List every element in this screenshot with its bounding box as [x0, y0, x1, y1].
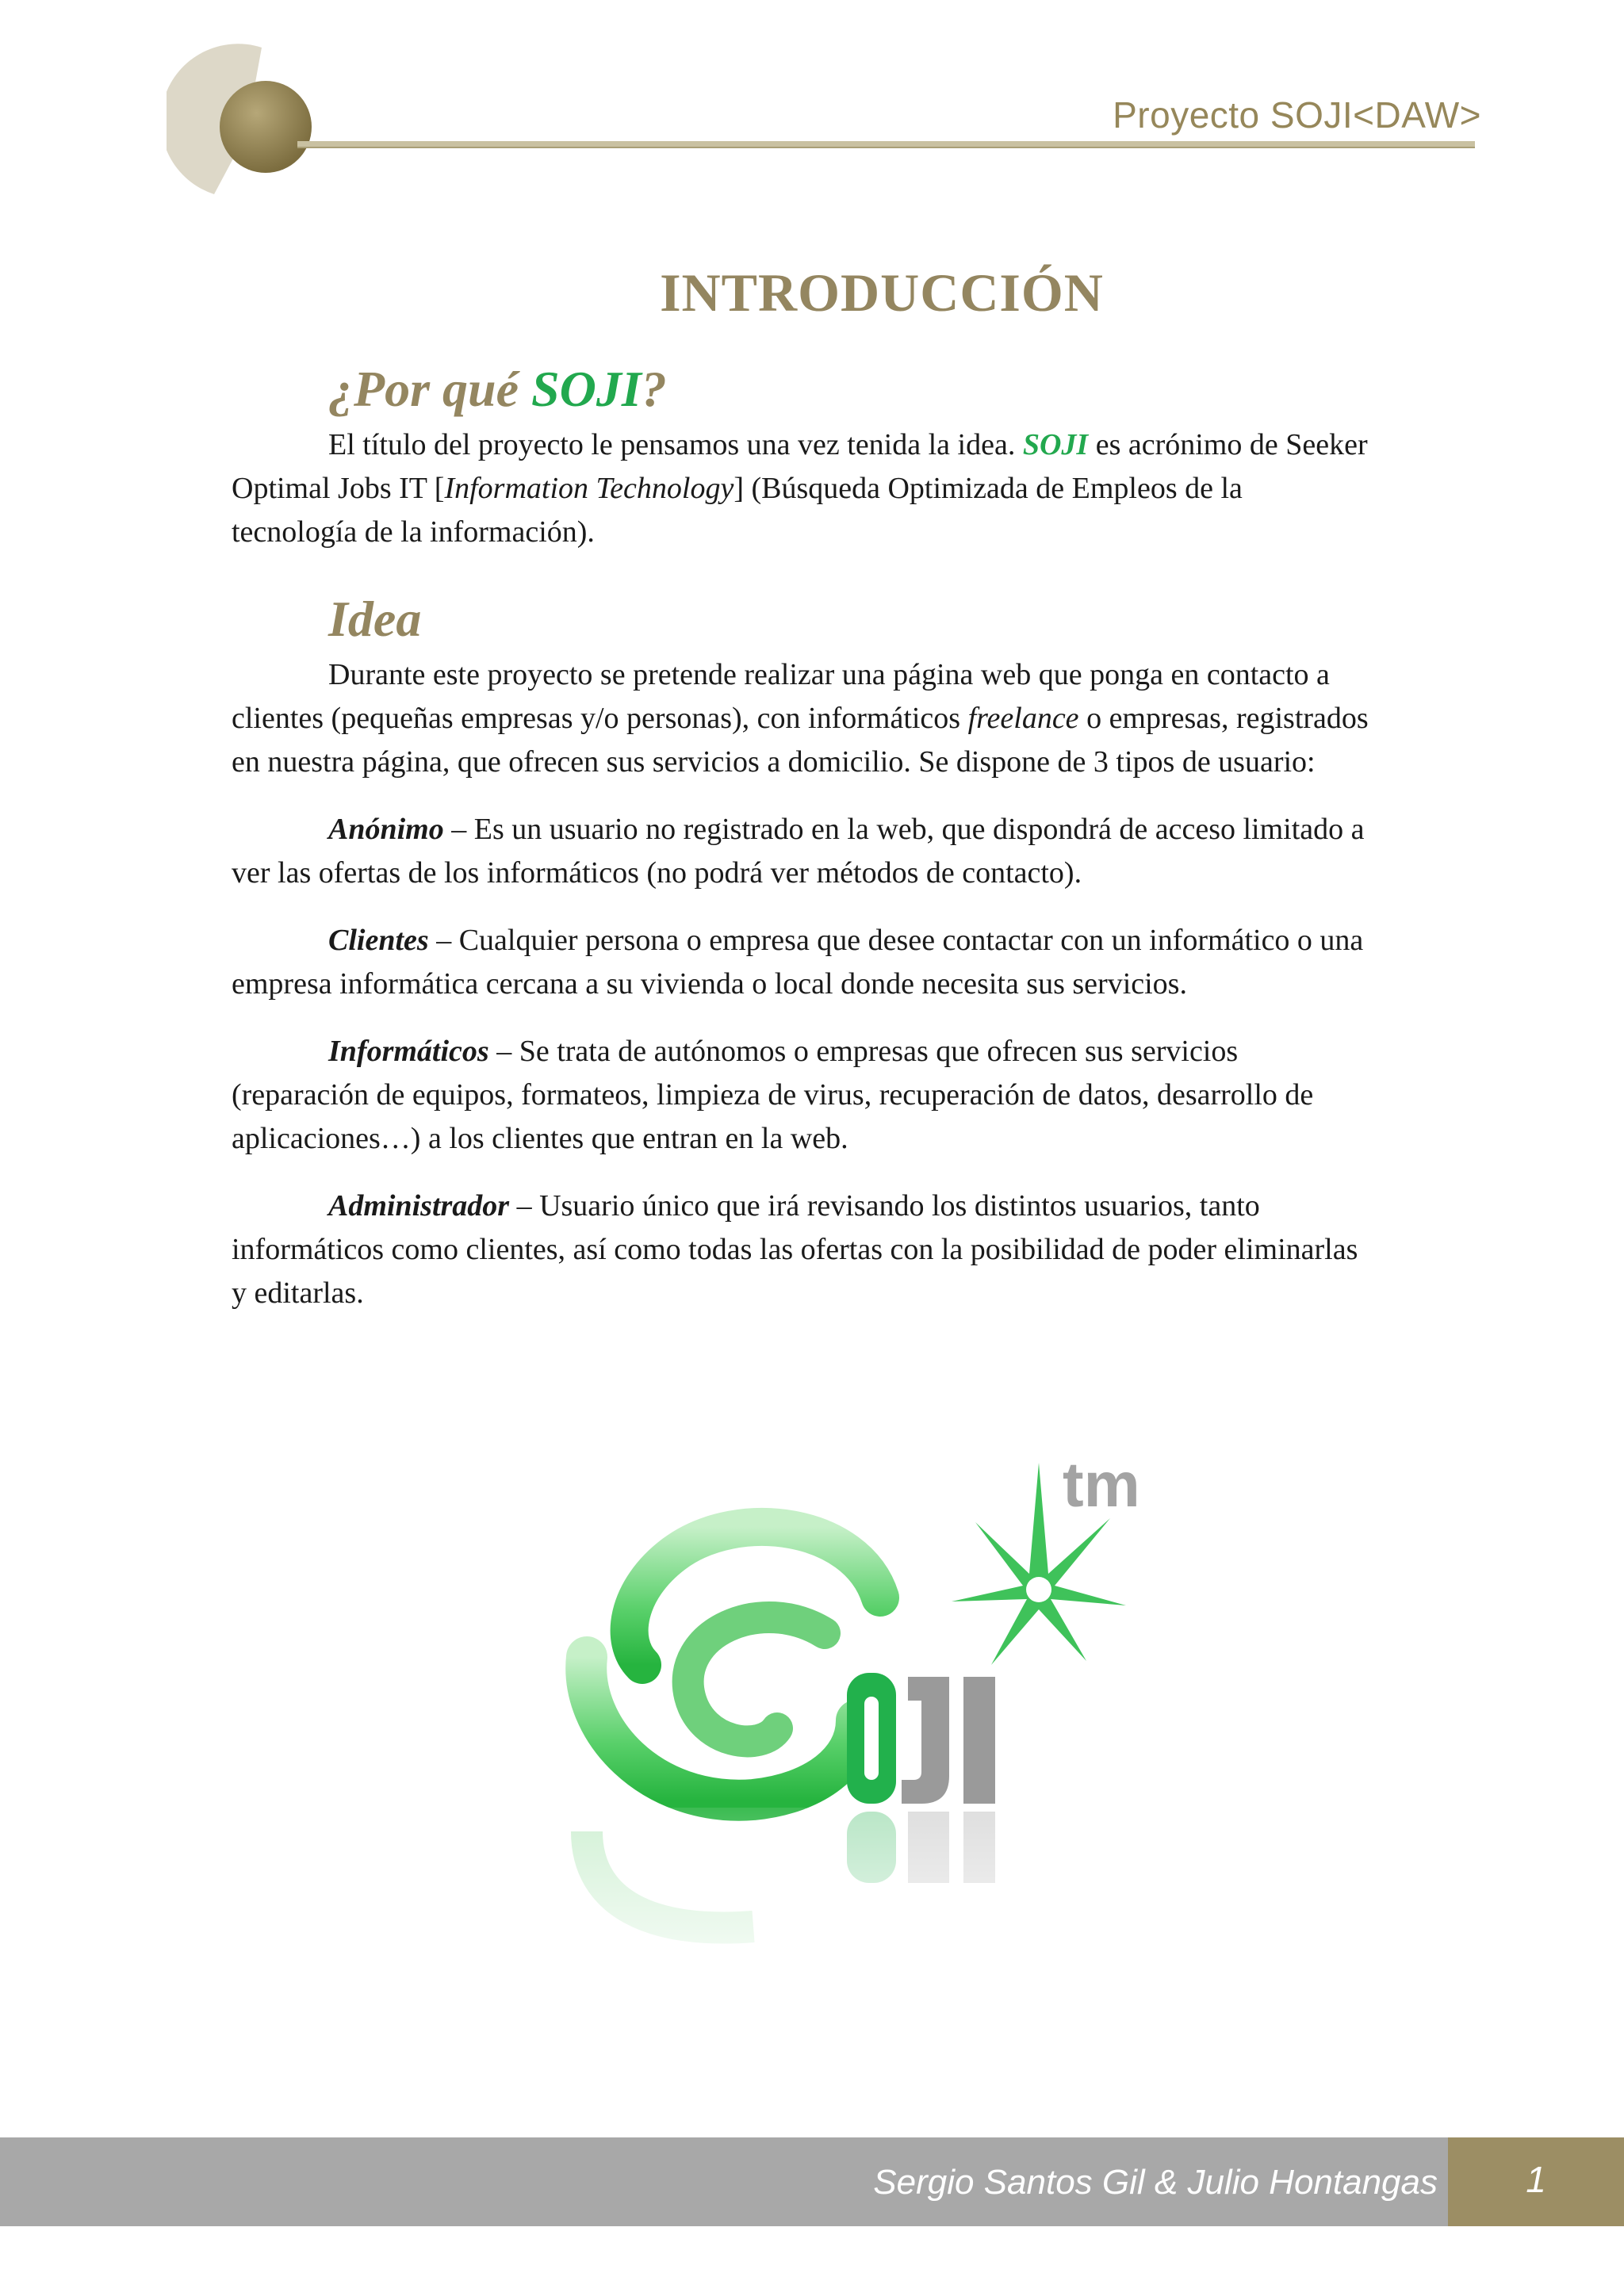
brand-name-inline: SOJI	[1022, 428, 1089, 461]
paragraph-acronym: El título del proyecto le pensamos una vez tenida la idea. SOJI es acrónimo de Seeker Optimal Jobs IT [Information Technology] (Búsqueda Optimizada de Empleos de la tecnología de la información).	[232, 428, 1368, 549]
section-heading-why-soji: ¿Por qué SOJI?	[328, 361, 667, 417]
page-title: INTRODUCCIÓN	[660, 262, 1104, 323]
logo-letter-i	[963, 1677, 995, 1804]
header-title: Proyecto SOJI<DAW>	[1113, 94, 1481, 136]
header-rule	[297, 141, 1475, 148]
logo-trademark: tm	[1063, 1459, 1140, 1520]
header-circle-decoration	[167, 40, 325, 198]
logo-letter-j	[902, 1677, 949, 1804]
soji-logo	[555, 1459, 1158, 2014]
section-heading-idea: Idea	[328, 591, 422, 647]
user-type-anonimo: Anónimo – Es un usuario no registrado en la web, que dispondrá de acceso limitado a ver las ofertas de los informáticos (no podrá ver métodos de contacto).	[232, 813, 1365, 890]
paragraph-idea: Durante este proyecto se pretende realizar una página web que ponga en contacto a clientes (pequeñas empresas y/o personas), con informáticos freelance o empresas, registrados en nuestra página, que ofrecen sus servicios a domicilio. Se dispone de 3 tipos de usuario:	[232, 658, 1369, 779]
logo-s-upper-arc	[630, 1527, 880, 1665]
brand-name: SOJI	[531, 361, 642, 417]
user-type-administrador: Administrador – Usuario único que irá revisando los distintos usuarios, tanto informáticos como clientes, así como todas las ofertas con la posibilidad de poder eliminarlas y editarlas.	[232, 1189, 1358, 1310]
footer-authors: Sergio Santos Gil & Julio Hontangas	[873, 2163, 1438, 2202]
user-type-informaticos: Informáticos – Se trata de autónomos o empresas que ofrecen sus servicios (reparación de equipos, formateos, limpieza de virus, recuperación de datos, desarrollo de aplicaciones…) a los clientes que entran en la web.	[232, 1035, 1314, 1155]
user-type-clientes: Clientes – Cualquier persona o empresa que desee contactar con un informático o una empresa informática cercana a su vivienda o local donde necesita sus servicios.	[232, 924, 1364, 1001]
document-body	[232, 262, 1373, 1339]
page-number: 1	[1526, 2159, 1546, 2200]
logo-s-middle-arc	[688, 1617, 825, 1741]
